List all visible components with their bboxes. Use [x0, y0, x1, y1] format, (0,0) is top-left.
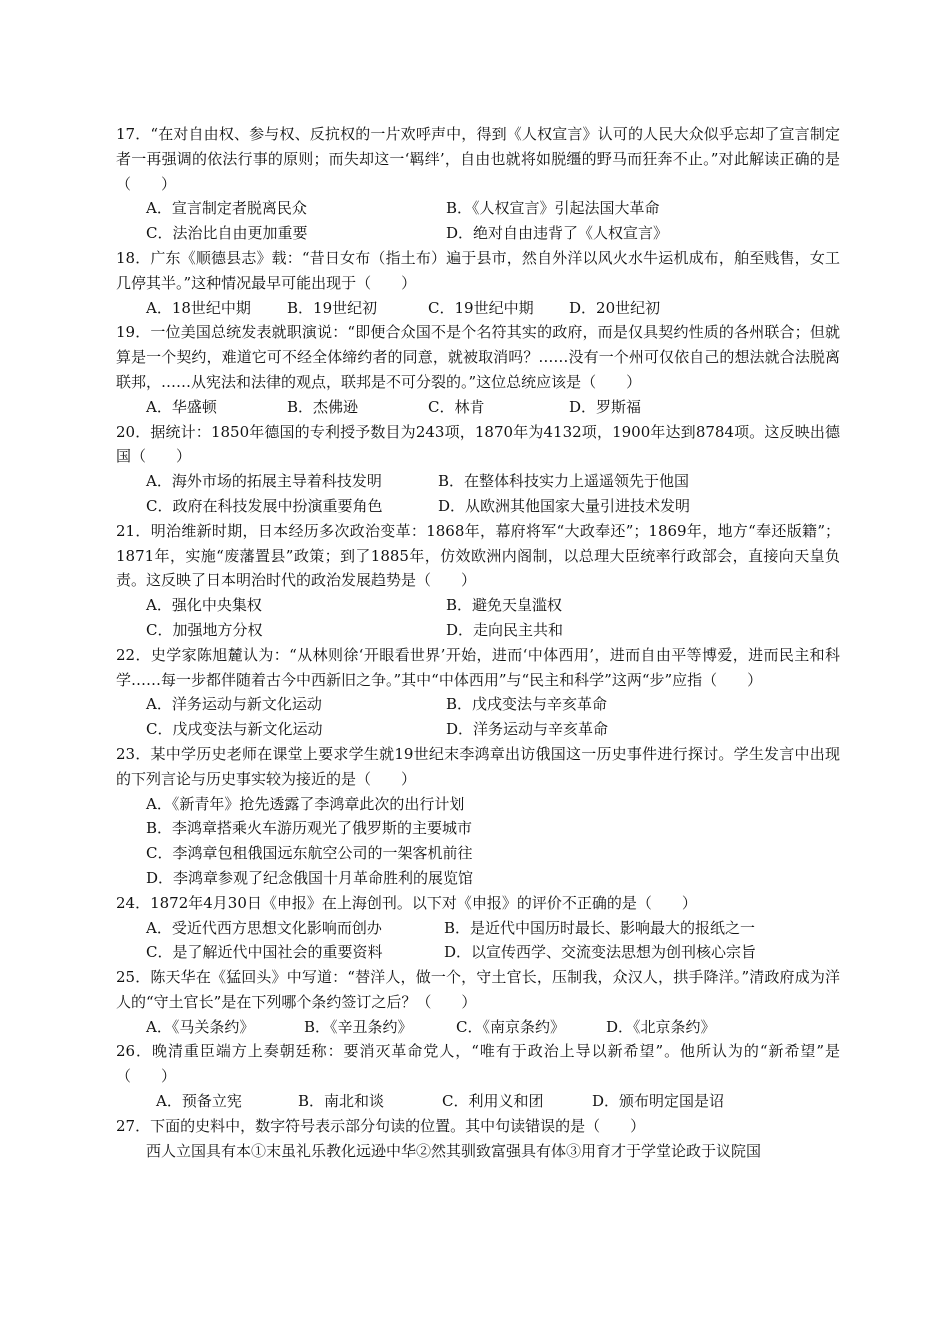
option-b: B．李鸿章搭乘火车游历观光了俄罗斯的主要城市	[146, 819, 473, 838]
option-d: D．从欧洲其他国家大量引进技术发明	[438, 496, 691, 515]
option-a: A．华盛顿	[146, 397, 217, 416]
question-26-stem: 26．晚清重臣端方上奏朝廷称：要消灭革命党人，“唯有于政治上导以新希望”。他所认为的“新希望”是（ ）	[116, 1042, 840, 1086]
option-b: B．是近代中国历时最长、影响最大的报纸之一	[444, 918, 756, 937]
question-23-stem: 23．某中学历史老师在课堂上要求学生就19世纪末李鸿章出访俄国这一历史事件进行探讨。学生发言中出现的下列言论与历史事实较为接近的是（ ）	[116, 744, 840, 788]
option-c: C．加强地方分权	[146, 620, 263, 639]
option-b: B．《人权宣言》引起法国大革命	[446, 199, 660, 218]
option-c: C．是了解近代中国社会的重要资料	[146, 943, 383, 962]
option-d: D．绝对自由违背了《人权宣言》	[446, 224, 669, 243]
question-18-options	[116, 296, 840, 321]
option-a: A．海外市场的拓展主导着科技发明	[146, 472, 382, 491]
option-c: C．法治比自由更加重要	[146, 224, 308, 243]
question-25-stem: 25．陈天华在《猛回头》中写道：“替洋人，做一个，守土官长，压制我，众汉人，拱手降洋。”清政府成为洋人的“守土官长”是在下列哪个条约签订之后？（ ）	[116, 968, 840, 1011]
option-c: C．利用义和团	[442, 1092, 544, 1111]
question-20-stem: 20．据统计：1850年德国的专利授予数目为243项，1870年为4132项，1900年达到8784项。这反映出德国（ ）	[116, 422, 840, 466]
question-24-options-row2	[116, 940, 840, 965]
option-d: D．20世纪初	[569, 298, 661, 317]
option-b: B．在整体科技实力上遥遥领先于他国	[438, 472, 690, 491]
question-22-options-row1	[116, 692, 840, 717]
option-d: D．走向民主共和	[446, 620, 564, 639]
option-d: D．《北京条约》	[606, 1017, 716, 1036]
question-21-stem: 21．明治维新时期，日本经历多次政治变革：1868年，幕府将军“大政奉还”；1869年，地方“奉还版籍”；1871年，实施“废藩置县”政策；到了1885年，仿效欧洲内阁制，以总理大臣统率行政部会，直接向天皇负责。这反映了日本明治时代的政治发展趋势是（ ）	[116, 521, 840, 590]
option-a: A．《马关条约》	[146, 1017, 255, 1036]
option-d: D．以宣传西学、交流变法思想为创刊核心宗旨	[444, 943, 757, 962]
question-21-options-row2	[116, 618, 840, 643]
question-20-options-row1	[116, 469, 840, 494]
option-b: B．《辛丑条约》	[304, 1017, 413, 1036]
option-c: C．戊戌变法与新文化运动	[146, 720, 323, 739]
option-a: A．《新青年》抢先透露了李鸿章此次的出行计划	[146, 794, 465, 813]
option-b: B．戊戌变法与辛亥革命	[446, 695, 608, 714]
option-a: A．强化中央集权	[146, 596, 262, 615]
option-d: D．李鸿章参观了纪念俄国十月革命胜利的展览馆	[146, 868, 474, 887]
question-26-options	[116, 1089, 840, 1114]
question-22-stem: 22．史学家陈旭麓认为：“从林则徐‘开眼看世界’开始，进而‘中体西用’，进而自由平等博爱，进而民主和科学……每一步都伴随着古今中西新旧之争。”其中“中体西用”与“民主和科学”这两“步”应指（ ）	[116, 645, 840, 689]
option-c: C．《南京条约》	[456, 1017, 565, 1036]
option-d: D．洋务运动与辛亥革命	[446, 720, 609, 739]
option-b: B．南北和谈	[298, 1092, 385, 1111]
question-24-options-row1	[116, 916, 840, 941]
option-a: A．18世纪中期	[146, 298, 251, 317]
question-17-stem: 17．“在对自由权、参与权、反抗权的一片欢呼声中，得到《人权宣言》认可的人民大众似乎忘却了宣言制定者一再强调的依法行事的原则；而失却这一‘羁绊’，自由也就将如脱缰的野马而狂奔不止。”对此解读正确的是（ ）	[116, 125, 840, 193]
question-18-stem: 18．广东《顺德县志》载：“昔日女布（指土布）遍于县市，然自外洋以风火水牛运机成布，舶至贱售，女工几停其半。”这种情况最早可能出现于（ ）	[116, 248, 840, 292]
option-a: A．预备立宪	[156, 1092, 242, 1111]
question-27-passage: 西人立国具有本①末虽礼乐教化远逊中华②然其驯致富强具有体③用育才于学堂论政于议院国	[146, 1141, 762, 1160]
option-c: C．19世纪中期	[428, 298, 534, 317]
question-25-options	[116, 1015, 840, 1040]
option-d: D．颁布明定国是诏	[592, 1092, 725, 1111]
option-d: D．罗斯福	[569, 397, 642, 416]
question-19-options	[116, 395, 840, 420]
question-20-options-row2	[116, 494, 840, 519]
question-17-options-row1	[116, 196, 840, 221]
question-17-options-row2	[116, 221, 840, 246]
option-b: B．避免天皇滥权	[446, 596, 563, 615]
question-24-stem: 24．1872年4月30日《申报》在上海创刊。以下对《申报》的评价不正确的是（ ）	[116, 893, 697, 912]
option-a: A．受近代西方思想文化影响而创办	[146, 918, 382, 937]
option-a: A．宣言制定者脱离民众	[146, 199, 307, 218]
question-27-stem: 27．下面的史料中，数字符号表示部分句读的位置。其中句读错误的是（ ）	[116, 1116, 646, 1135]
option-c: C．李鸿章包租俄国远东航空公司的一架客机前往	[146, 844, 473, 863]
question-21-options-row1	[116, 593, 840, 618]
question-22-options-row2	[116, 717, 840, 742]
option-c: C．政府在科技发展中扮演重要角色	[146, 496, 383, 515]
exam-page	[116, 122, 840, 1163]
option-c: C．林肯	[428, 397, 485, 416]
option-b: B．杰佛逊	[287, 397, 359, 416]
question-19-stem: 19．一位美国总统发表就职演说：“即便合众国不是个名符其实的政府，而是仅具契约性质的各州联合；但就算是一个契约，难道它可不经全体缔约者的同意，就被取消吗？……没有一个州可仅依自己的想法就合法脱离联邦，……从宪法和法律的观点，联邦是不可分裂的。”这位总统应该是（ ）	[116, 323, 840, 391]
option-b: B．19世纪初	[287, 298, 378, 317]
option-a: A．洋务运动与新文化运动	[146, 695, 322, 714]
